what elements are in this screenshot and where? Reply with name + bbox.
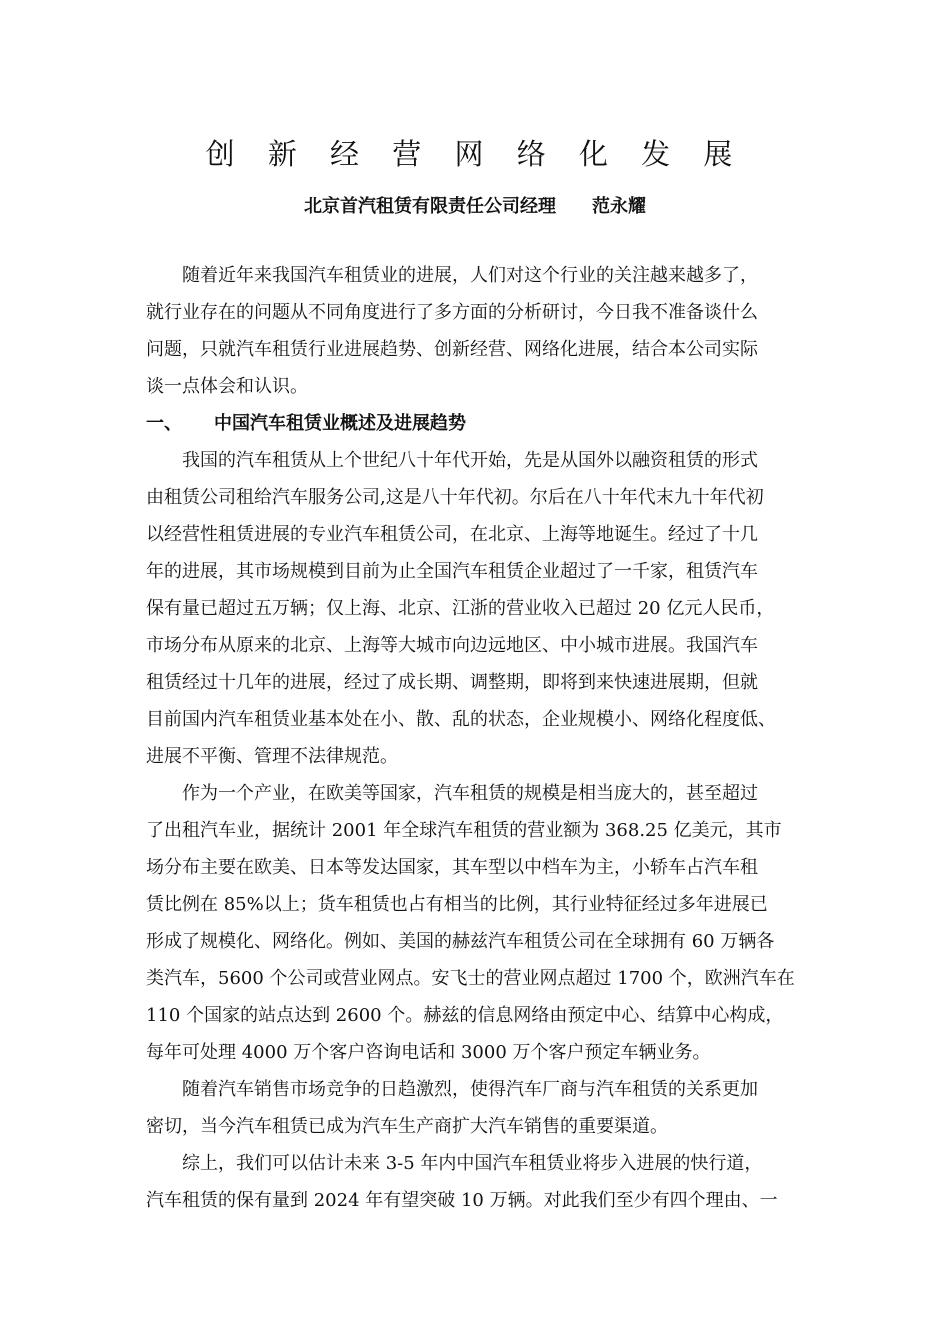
section-heading: [146, 405, 814, 442]
paragraph-line: 问题，只就汽车租赁行业进展趋势、创新经营、网络化进展，结合本公司实际: [146, 339, 758, 360]
paragraph-line: 作为一个产业，在欧美等国家，汽车租赁的规模是相当庞大的，甚至超过: [182, 783, 758, 804]
author-organization: 北京首汽租赁有限责任公司经理: [304, 196, 556, 217]
paragraph-line: 目前国内汽车租赁业基本处在小、散、乱的状态，企业规模小、网络化程度低、: [146, 709, 776, 730]
paragraph-line: 租赁经过十几年的进展，经过了成长期、调整期，即将到来快速进展期，但就: [146, 672, 758, 693]
paragraph-line: 类汽车，5600 个公司或营业网点。安飞士的营业网点超过 1700 个，欧洲汽车在: [146, 968, 795, 989]
paragraph-line: 就行业存在的问题从不同角度进行了多方面的分析研讨，今日我不准备谈什么: [146, 302, 758, 323]
paragraph-line: 随着汽车销售市场竞争的日趋激烈，使得汽车厂商与汽车租赁的关系更加: [182, 1079, 758, 1100]
paragraph-line: 由租赁公司租给汽车服务公司,这是八十年代初。尔后在八十年代末九十年代初: [146, 487, 764, 508]
paragraph-line: 以经营性租赁进展的专业汽车租赁公司，在北京、上海等地诞生。经过了十几: [146, 524, 758, 545]
paragraph-line: 每年可处理 4000 万个客户咨询电话和 3000 万个客户预定车辆业务。: [146, 1042, 711, 1063]
author-byline: [0, 192, 950, 218]
paragraph-line: 110 个国家的站点达到 2600 个。赫兹的信息网络由预定中心、结算中心构成，: [146, 1005, 784, 1026]
paragraph-line: 密切，当今汽车租赁已成为汽车生产商扩大汽车销售的重要渠道。: [146, 1116, 668, 1137]
paragraph-line: 进展不平衡、管理不法律规范。: [146, 746, 398, 767]
paragraph-line: 汽车租赁的保有量到 2024 年有望突破 10 万辆。对此我们至少有四个理由、一: [146, 1190, 778, 1211]
paragraph-line: 随着近年来我国汽车租赁业的进展，人们对这个行业的关注越来越多了，: [182, 265, 758, 286]
body-text: [146, 257, 814, 1219]
author-name: 范永耀: [592, 196, 646, 217]
section-number: 一、: [146, 413, 182, 434]
paragraph-line: 保有量已超过五万辆；仅上海、北京、江浙的营业收入已超过 20 亿元人民币，: [146, 598, 775, 619]
paragraph-line: 综上，我们可以估计未来 3-5 年内中国汽车租赁业将步入进展的快行道，: [182, 1153, 763, 1174]
paragraph-line: 市场分布从原来的北京、上海等大城市向边远地区、中小城市进展。我国汽车: [146, 635, 758, 656]
paragraph-line: 形成了规模化、网络化。例如、美国的赫兹汽车租赁公司在全球拥有 60 万辆各: [146, 931, 775, 952]
paragraph-line: 谈一点体会和认识。: [146, 376, 308, 397]
page-title: 创 新 经 营 网 络 化 发 展: [205, 137, 745, 171]
paragraph-line: 我国的汽车租赁从上个世纪八十年代开始，先是从国外以融资租赁的形式: [182, 450, 758, 471]
paragraph-line: 场分布主要在欧美、日本等发达国家，其车型以中档车为主，小轿车占汽车租: [146, 857, 758, 878]
section-heading-text: 中国汽车租赁业概述及进展趋势: [214, 413, 466, 434]
paragraph-line: 赁比例在 85%以上；货车租赁也占有相当的比例，其行业特征经过多年进展已: [146, 894, 768, 915]
paragraph-line: 了出租汽车业，据统计 2001 年全球汽车租赁的营业额为 368.25 亿美元，其市: [146, 820, 782, 841]
paragraph-line: 年的进展，其市场规模到目前为止全国汽车租赁企业超过了一千家，租赁汽车: [146, 561, 758, 582]
